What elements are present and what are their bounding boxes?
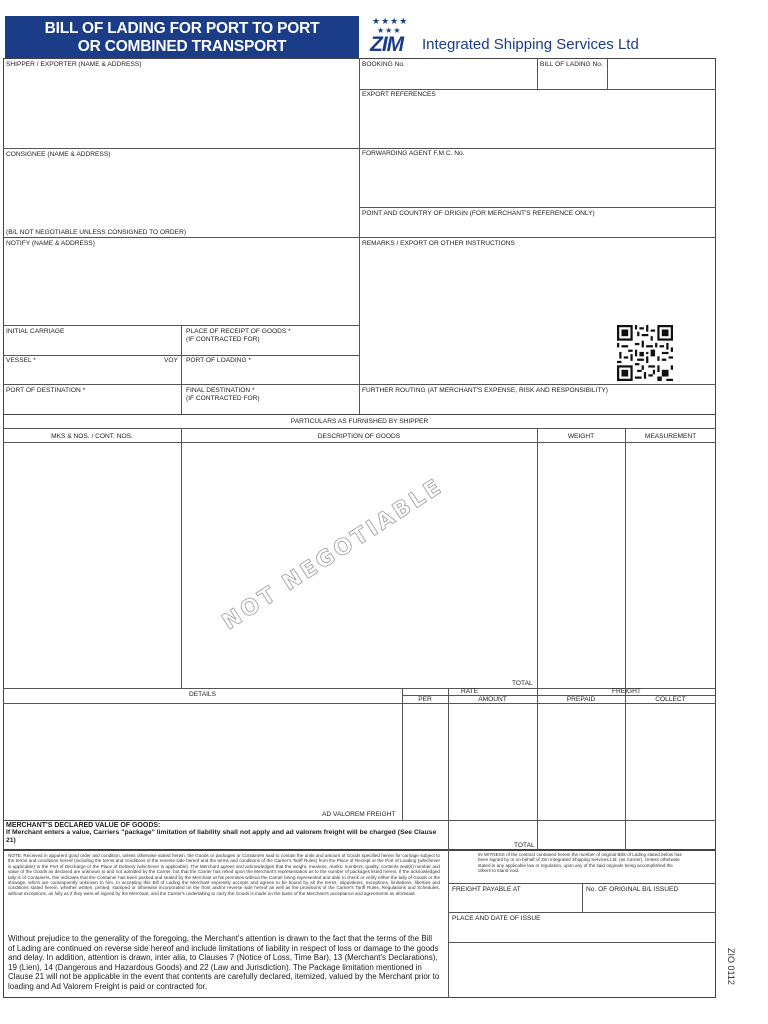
- rate-label: RATE: [460, 688, 479, 695]
- final-destination-field[interactable]: [182, 404, 358, 413]
- original-bl-count-label: No. OF ORIGINAL B/L ISSUED: [586, 886, 679, 893]
- particulars-heading: PARTICULARS AS FURNISHED BY SHIPPER: [290, 418, 429, 425]
- remarks-field[interactable]: [360, 249, 610, 383]
- weight-column-header: WEIGHT: [567, 433, 595, 440]
- document-title-line2: OR COMBINED TRANSPORT: [77, 38, 287, 55]
- place-of-receipt-sublabel: (IF CONTRACTED FOR): [186, 336, 260, 343]
- qr-code-icon: [617, 324, 673, 382]
- document-title-line1: BILL OF LADING FOR PORT TO PORT: [44, 20, 320, 37]
- final-destination-sublabel: (IF CONTRACTED FOR): [186, 395, 260, 402]
- ad-valorem-label: AD VALOREM FREIGHT: [322, 811, 396, 818]
- place-date-issue-label: PLACE AND DATE OF ISSUE: [452, 915, 541, 922]
- signature-field[interactable]: [449, 943, 715, 997]
- per-field[interactable]: [403, 704, 447, 819]
- logo-stars-row2-icon: ★★★: [377, 26, 402, 35]
- original-bl-count-field[interactable]: [583, 895, 715, 911]
- shipper-field[interactable]: [4, 70, 358, 147]
- port-of-loading-field[interactable]: [182, 366, 358, 383]
- vessel-field[interactable]: [4, 366, 180, 383]
- details-field[interactable]: [4, 704, 401, 808]
- zim-logo: [370, 17, 430, 57]
- weight-field[interactable]: [538, 443, 624, 687]
- place-of-receipt-field[interactable]: [182, 345, 358, 354]
- document-title-banner: [5, 16, 359, 58]
- merchant-attention-text: Without prejudice to the generality of the foregoing, the Merchant's attention is drawn to the fact that the terms of the Bill of Lading are continued on reverse side hereof and include limitations of liability in respect of loss or damage to the goods and delay. In addition, attention is drawn, inter alia, to Clauses 7 (Notice of Loss, Time Bar), 13 (Merchant's Declarations), 19 (Lien), 14 (Dangerous and Hazardous Goods) and 22 (Law and Jurisdiction). The Package limitation mentioned in Clause 21 will not be applicable in the event that contents are carefully declared, itemized, valued by the Merchant prior to loading and Ad Valorem Freight is paid or contracted for.: [8, 934, 440, 991]
- forwarding-agent-label: FORWARDING AGENT F.M.C. No.: [362, 150, 465, 157]
- shipper-label: SHIPPER / EXPORTER (NAME & ADDRESS): [6, 61, 142, 68]
- marks-column-header: MKS & NOS. / CONT. NOS.: [51, 433, 133, 440]
- booking-no-label: BOOKING No.: [362, 61, 405, 68]
- measurement-field[interactable]: [626, 443, 715, 687]
- export-references-label: EXPORT REFERENCES: [362, 91, 436, 98]
- consignee-field[interactable]: [4, 160, 358, 226]
- collect-label: COLLECT: [655, 696, 686, 703]
- details-label: DETAILS: [189, 691, 216, 698]
- bl-no-label: BILL OF LADING No.: [540, 61, 603, 68]
- further-routing-label: FURTHER ROUTING (AT MERCHANT'S EXPENSE, RISK AND RESPONSIBILITY): [362, 387, 608, 394]
- consignee-label: CONSIGNEE (NAME & ADDRESS): [6, 151, 111, 158]
- booking-no-field[interactable]: [360, 70, 536, 88]
- particulars-total-label: TOTAL: [512, 680, 533, 687]
- notify-label: NOTIFY (NAME & ADDRESS): [6, 240, 95, 247]
- prepaid-field[interactable]: [538, 704, 624, 819]
- voy-label: VOY: [164, 357, 178, 364]
- point-of-origin-field[interactable]: [360, 219, 715, 236]
- final-destination-label: FINAL DESTINATION *: [186, 387, 255, 394]
- prepaid-label: PREPAID: [566, 696, 596, 703]
- logo-stars-icon: ★★★★: [372, 17, 409, 27]
- freight-label: FREIGHT: [612, 688, 641, 695]
- port-of-destination-label: PORT OF DESTINATION *: [6, 387, 86, 394]
- vessel-label: VESSEL *: [6, 357, 36, 364]
- measurement-column-header: MEASUREMENT: [644, 433, 697, 440]
- marks-field[interactable]: [4, 443, 180, 687]
- forwarding-agent-field[interactable]: [360, 159, 715, 206]
- amount-label: AMOUNT: [478, 696, 507, 703]
- form-code: ZIO 0112: [726, 948, 736, 985]
- declared-value-heading: MERCHANT'S DECLARED VALUE OF GOODS:: [6, 822, 161, 829]
- port-of-destination-field[interactable]: [4, 396, 180, 413]
- description-field[interactable]: [182, 443, 536, 675]
- place-date-issue-field[interactable]: [449, 924, 715, 941]
- freight-payable-label: FREIGHT PAYABLE AT: [452, 886, 521, 893]
- per-label: PER: [418, 696, 432, 703]
- not-negotiable-watermark: NOT NEGOTIABLE: [218, 473, 449, 636]
- initial-carriage-label: INITIAL CARRIAGE: [6, 328, 65, 335]
- collect-field[interactable]: [626, 704, 715, 819]
- notify-field[interactable]: [4, 249, 358, 324]
- remarks-label: REMARKS / EXPORT OR OTHER INSTRUCTIONS: [362, 240, 515, 247]
- description-column-header: DESCRIPTION OF GOODS: [317, 433, 401, 440]
- company-name: Integrated Shipping Services Ltd: [422, 36, 639, 53]
- receipt-note-text: NOTE: Received in apparent good order and condition, unless otherwise stated herein, the Goods or packages or Containers said to contain the units and amount of Goods specified herein for carriage subject to the terms and conditions hereof (including the terms and conditions of the reverse side hereof and the terms and conditions of the Carrier's Tariff Rules) from the Place of Receipt or the Port of Loading (whichever is applicable) to the Port of Discharge or the Place of Delivery (whichever is applicable). The Merchant agrees and acknowledges that the weight, measure, marks, numbers, quality, contents seal(s) number and value of the Goods as declared are unknown to and not admitted by the Carrier, but that the Carrier has relied upon the Merchant's representation as to the number of packages listed herein. If the acknowledged tally is of Containers, this indicates that the Container has been packed and sealed by the Merchant at his premises without the Carrier being represented and able to check or verify either the tally of Goods or the stowage, which are consequently unknown to him. In accepting this Bill of Lading the Merchant expressly accepts and agrees to be bound by all the terms, stipulations, exceptions, limitations, liberties and conditions stated herein, whether written, printed, stamped or otherwise incorporated on the front and/or reverse side hereof as well as the provisions of the Carrier's Tariff Rules, Regulations and Schedules, without exceptions, as fully as if they were all signed by the Merchant, and the Carrier's undertaking to carry the Goods is made on the basis of the Merchant's acceptance and agreements as aforesaid.: [8, 853, 440, 896]
- place-of-receipt-label: PLACE OF RECEIPT OF GOODS *: [186, 328, 291, 335]
- freight-payable-field[interactable]: [449, 895, 581, 911]
- initial-carriage-field[interactable]: [4, 337, 180, 354]
- amount-field[interactable]: [449, 704, 536, 819]
- freight-total-label: TOTAL: [514, 842, 535, 849]
- consignee-note: (B/L NOT NEGOTIABLE UNLESS CONSIGNED TO ORDER): [6, 229, 187, 236]
- bl-no-field[interactable]: [538, 70, 606, 88]
- further-routing-field[interactable]: [360, 396, 715, 413]
- export-references-field[interactable]: [360, 100, 715, 147]
- witness-text: IN WITNESS of the contract contained herein the number of original Bills of Lading stated below has been signed by or on behalf of Zim Integrated Shipping Services Ltd. (as Carrier). Unless otherwise stated in any applicable law or regulation, upon any of the said originals being accomplished the others to stand void.: [478, 852, 682, 874]
- point-of-origin-label: POINT AND COUNTRY OF ORIGIN (FOR MERCHANT'S REFERENCE ONLY): [362, 210, 595, 217]
- brand-name: ZIM: [370, 33, 404, 56]
- port-of-loading-label: PORT OF LOADING *: [186, 357, 251, 364]
- declared-value-text: If Merchant enters a value, Carriers "package" limitation of liability shall not apply and ad valorem freight will be charged (See Clause 21): [6, 829, 437, 844]
